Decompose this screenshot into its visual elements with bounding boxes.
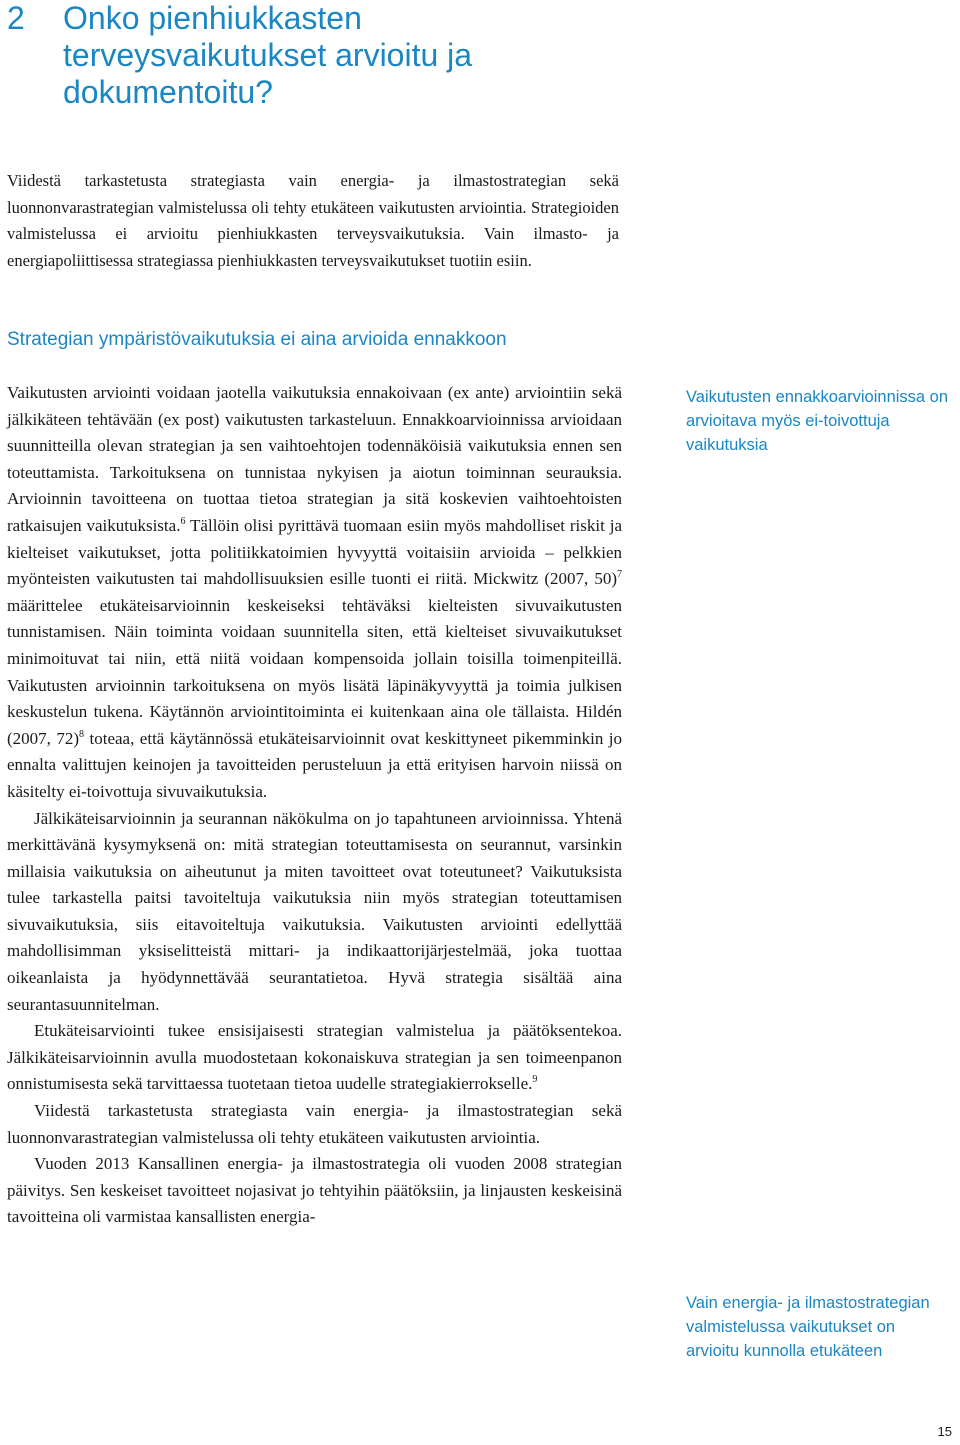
- body-paragraph-2: Jälkikäteisarvioinnin ja seurannan näkökulma on jo tapahtuneen arvioinnissa. Yhtenä merkittävänä kysymyksenä on: mitä strategian toteuttamisesta on seurannut, varsinkin millaisia vaikutuksia on aiheutunut ja miten tavoitteet ovat toteutuneet? Vaikutuksista tulee tarkastella paitsi tavoiteltuja vaikutuksia niin myös strategian toteuttamisen sivuvaikutuksia, siis eitavoiteltuja vaikutuksia. Vaikutusten arviointi edellyttää mahdollisimman yksiselitteistä mittari- ja indikaattorijärjestelmää, joka tuottaa oikeanlaista ja hyödynnettävää seurantatietoa. Hyvä strategia sisältää aina seurantasuunnitelman.: [7, 808, 622, 1014]
- main-text-column: [7, 380, 622, 1231]
- body-paragraph-1-part-c: määrittelee etukäteisarvioinnin keskeiseksi tehtäväksi kielteisten sivuvaikutusten tunnistamisen. Näin toiminta voidaan suunnitella siten, että kielteiset sivuvaikutukset minimoituvat tai niin, että niitä voidaan kompensoida jollain toisilla toimenpiteillä. Vaikutusten arvioinnin tarkoituksena on myös lisätä läpinäkyvyyttä ja toimia julkisen keskustelun tukena. Käytännön arviointitoiminta ei kuitenkaan aina ole tällaista. Hildén (2007, 72): [7, 595, 622, 748]
- chapter-number: 2: [7, 0, 25, 36]
- footnote-ref-7: 7: [617, 569, 622, 581]
- chapter-title: Onko pienhiukkasten terveysvaikutukset arvioitu ja dokumentoitu?: [63, 0, 473, 110]
- sidebar-pull-quote-1: Vaikutusten ennakkoarvioinnissa on arvioitava myös ei-toivottuja vaikutuksia: [686, 388, 949, 454]
- page-number: 15: [937, 1424, 952, 1439]
- body-paragraph-1: [7, 380, 622, 806]
- body-paragraph-3: [7, 1018, 622, 1098]
- footnote-ref-9: 9: [532, 1074, 538, 1086]
- body-paragraph-4: Viidestä tarkastetusta strategiasta vain energia- ja ilmastostrategian sekä luonnonvarastrategian valmistelussa oli tehty etukäteen vaikutusten arviointia.: [7, 1101, 622, 1147]
- footnote-ref-8: 8: [79, 728, 85, 740]
- footnote-ref-6: 6: [180, 515, 186, 527]
- section-heading: Strategian ympäristövaikutuksia ei aina arvioida ennakkoon: [7, 329, 507, 350]
- body-paragraph-1-part-b: Tällöin olisi pyrittävä tuomaan esiin myös mahdolliset riskit ja kielteiset vaikutukset, jotta politiikkatoimien hyvyyttä voitaisiin arvioida – pelkkien myönteisten vaikutusten tai mahdollisuuksien esille tuonti ei riitä. Mickwitz (2007, 50): [7, 515, 622, 589]
- sidebar-pull-quote-2: Vain energia- ja ilmastostrategian valmistelussa vaikutukset on arvioitu kunnolla etukäteen: [686, 1294, 930, 1360]
- intro-paragraph: Viidestä tarkastetusta strategiasta vain energia- ja ilmastostrategian sekä luonnonvarastrategian valmistelussa oli tehty etukäteen vaikutusten arviointia. Strategioiden valmistelussa ei arvioitu pienhiukkasten terveysvaikutuksia. Vain ilmasto- ja energiapoliittisessa strategiassa pienhiukkasten terveysvaikutukset tuotiin esiin.: [7, 171, 619, 270]
- body-paragraph-5: Vuoden 2013 Kansallinen energia- ja ilmastostrategia oli vuoden 2008 strategian päivitys. Sen keskeiset tavoitteet nojasivat jo tehtyihin päätöksiin, ja linjausten keskeisinä tavoitteina oli varmistaa kansallisten energia-: [7, 1154, 622, 1227]
- body-paragraph-1-part-a: Vaikutusten arviointi voidaan jaotella vaikutuksia ennakoivaan (ex ante) arviointiin sekä jälkikäteen tehtävään (ex post) vaikutusten tarkasteluun. Ennakkoarvioinnissa arvioidaan suunnitteilla olevan strategian ja sen vaihtoehtojen todennäköisiä vaikutuksia ennen sen toteuttamista. Tarkoituksena on tunnistaa nykyisen ja aiotun toiminnan seurauksia. Arvioinnin tavoitteena on tuottaa tietoa strategian ja sitä koskevien vaihtoehtoisten ratkaisujen vaikutuksista.: [7, 383, 622, 535]
- body-paragraph-1-part-d: toteaa, että käytännössä etukäteisarvioinnit ovat keskittyneet pikemminkin jo ennalta valittujen keinojen ja tavoitteiden perusteluun ja että erityisen harvoin niissä on käsitelty ei-toivottuja sivuvaikutuksia.: [7, 728, 623, 801]
- chapter-heading: [7, 0, 567, 111]
- body-paragraph-3-text: Etukäteisarviointi tukee ensisijaisesti strategian valmistelua ja päätöksentekoa. Jälkikäteisarvioinnin avulla muodostetaan kokonaiskuva strategian ja sen toimeenpanon onnistumisesta sekä tarvittaessa tuotetaan tietoa uudelle strategiakierrokselle.: [7, 1021, 622, 1094]
